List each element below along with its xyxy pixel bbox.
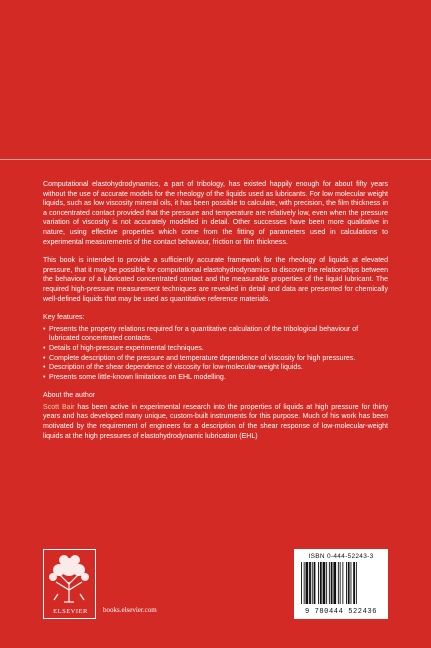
barcode-bar (309, 562, 311, 604)
key-feature-item: • Presents the property relations required for a quantitative calculation of the tribological behaviour of lubricated concentrated contacts. (43, 325, 388, 344)
barcode-bar (342, 562, 343, 604)
key-features-list (43, 325, 388, 383)
key-feature-item: • Details of high-pressure experimental techniques. (43, 344, 388, 354)
barcode-digits: 9 780444 522436 (304, 608, 377, 616)
cover-footer (43, 549, 388, 619)
isbn-number: ISBN 0-444-52243-3 (308, 553, 374, 560)
barcode-bar (304, 562, 305, 604)
barcode-bar (323, 562, 326, 604)
barcode-bar (346, 562, 347, 604)
barcode-bar (348, 562, 350, 604)
barcode-icon (300, 562, 382, 604)
barcode-bar (351, 562, 352, 604)
purpose-paragraph: This book is intended to provide a sufficiently accurate framework for the rheology of liquids at elevated pressure, that it may be possible for computational elastohydrodynamics to discover the relationships between the behaviour of a lubricated concentrated contact and the measurable properties of the liquid lubricant. The required high-pressure measurement techniques are revealed in detail and data are presented for chemically well-defined liquids that may be used as quantitative reference materials. (43, 257, 388, 303)
about-author-paragraph (43, 403, 388, 441)
barcode-bar (326, 562, 327, 604)
barcode-bar (318, 562, 319, 604)
barcode-bar (320, 562, 322, 604)
barcode-bar (312, 562, 313, 604)
barcode-bar (356, 562, 357, 604)
barcode-bar (331, 562, 333, 604)
publisher-website[interactable]: books.elsevier.com (103, 606, 157, 614)
barcode-bar (353, 562, 355, 604)
key-feature-item: • Complete description of the pressure and temperature dependence of viscosity for high pressures. (43, 354, 388, 364)
author-name: Scott Bair (43, 403, 75, 411)
barcode-bar (306, 562, 309, 604)
barcode-bar (338, 562, 339, 604)
barcode-bar (314, 562, 316, 604)
about-author-heading: About the author (43, 392, 96, 400)
author-bio: has been active in experimental research into the properties of liquids at high pressure for thirty years and has developed many unique, custom-built instruments for this purpose. Much of his work has been motivated by the requirement of engineers for a description of the shear response of low-molecular-weight liquids at the high pressures of elastohydrodynamic lubrication (EHL) (43, 403, 388, 440)
header-divider (0, 159, 431, 160)
elsevier-logo-text: ELSEVIER (53, 608, 88, 615)
key-feature-item: • Presents some little-known limitations on EHL modelling. (43, 373, 388, 383)
isbn-barcode (294, 549, 388, 619)
key-feature-item: • Description of the shear dependence of viscosity for low-molecular-weight liquids. (43, 363, 388, 373)
key-features-heading: Key features: (43, 314, 85, 322)
barcode-bar (340, 562, 341, 604)
back-cover-text (43, 180, 388, 450)
elsevier-logo (43, 549, 96, 619)
barcode-bar (329, 562, 330, 604)
tree-icon (44, 550, 95, 606)
intro-paragraph: Computational elastohydrodynamics, a part of tribology, has existed happily enough for about fifty years without the use of accurate models for the rheology of the liquids used as lubricants. For low molecular weight liquids, such as low viscosity mineral oils, it has been possible to calculate, with precision, the film thickness in a concentrated contact provided that the pressure and temperature are relatively low, even when the pressure variation of viscosity is not accurately modelled in detail. Other successes have been more qualitative in nature, using effective properties which come from the fitting of parameters used in calculations to experimental measurements of the contact behaviour, friction or film thickness. (43, 181, 388, 246)
barcode-bar (333, 562, 336, 604)
barcode-bar (301, 562, 302, 604)
